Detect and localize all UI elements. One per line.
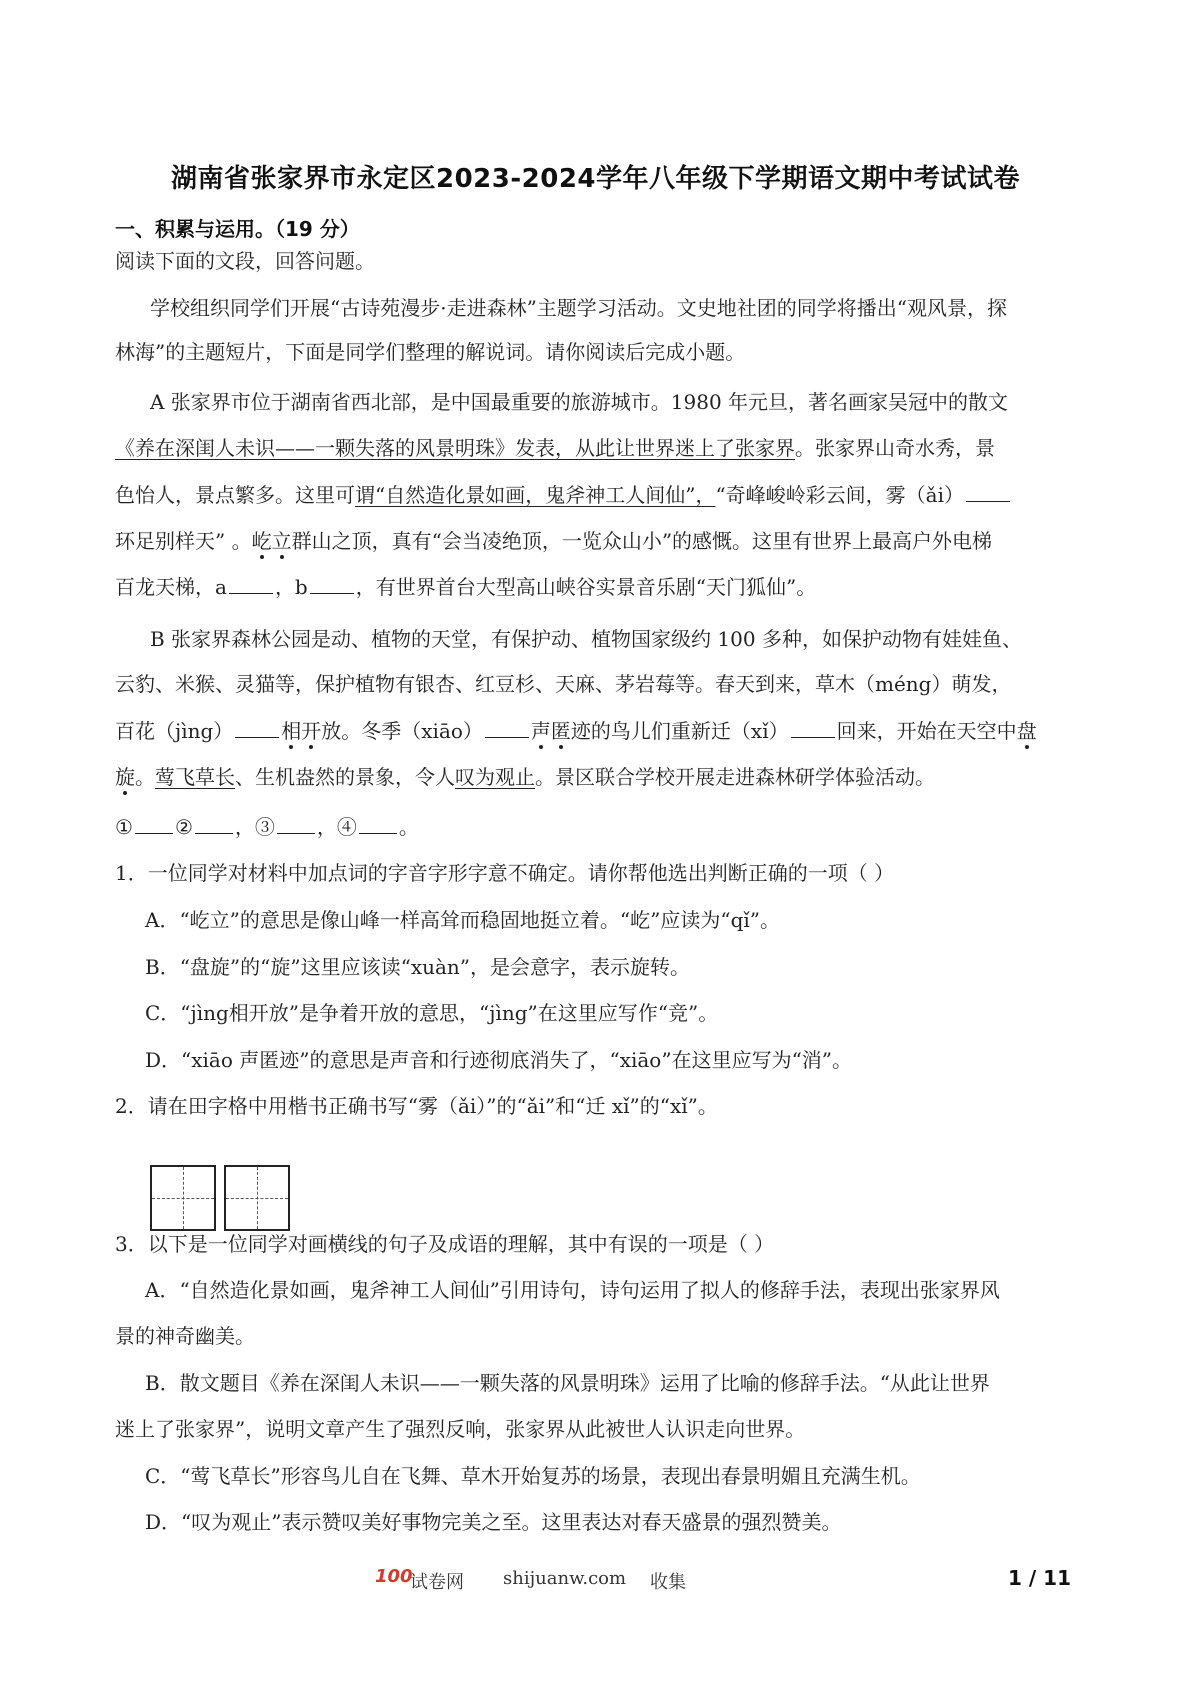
para-b-line-1: B 张家界森林公园是动、植物的天堂，有保护动、植物国家级约 100 多种，如保护动物有娃娃鱼、: [150, 627, 1022, 651]
question-3-option-a[interactable]: A．“自然造化景如画，鬼斧神工人间仙”引用诗句，诗句运用了拟人的修辞手法，表现出张家界风: [145, 1278, 1000, 1302]
question-1-option-b[interactable]: B．“盘旋”的“旋”这里应该读“xuàn”，是会意字，表示旋转。: [145, 955, 691, 979]
question-3-option-b[interactable]: B．散文题目《养在深闺人未识——一颗失落的风景明珠》运用了比喻的修辞手法。“从此让世界: [145, 1371, 990, 1395]
answer-blank-a[interactable]: [229, 573, 273, 594]
answer-blank[interactable]: [791, 717, 835, 738]
para-a-line-1: A 张家界市位于湖南省西北部，是中国最重要的旅游城市。1980 年元旦，著名画家吴冠中的散文: [150, 390, 1009, 414]
question-3-stem: 3．以下是一位同学对画横线的句子及成语的理解，其中有误的一项是（ ）: [115, 1232, 775, 1256]
para-b-line-3: 百花（jìng） 相开放。冬季（xiāo） 声匿迹的鸟儿们重新迁（xǐ） 回来，开始在天空中盘: [115, 719, 1037, 743]
dotted-char: 旋: [115, 765, 135, 789]
question-2-stem: 2．请在田字格中用楷书正确书写“雾（ǎi）”的“ǎi”和“迁 xǐ”的“xǐ”。: [115, 1094, 718, 1118]
para-a-line-3: 色怡人，景点繁多。这里可谓“自然造化景如画，鬼斧神工人间仙”，“奇峰峻岭彩云间，雾（ǎi）: [115, 480, 1012, 510]
question-3-option-a-cont: 景的神奇幽美。: [115, 1324, 255, 1348]
para-a-line-2: 《养在深闺人未识——一颗失落的风景明珠》发表，从此让世界迷上了张家界。张家界山奇水秀，景: [115, 436, 995, 460]
tianzige-grid-1[interactable]: [150, 1165, 216, 1231]
underlined-title: 《养在深闺人未识——一颗失落的风景明珠》发表，从此让世界迷上了张家界: [115, 436, 795, 460]
dotted-char: 声: [530, 719, 551, 743]
intro-line-1: 学校组织同学们开展“古诗苑漫步·走进森林”主题学习活动。文史地社团的同学将播出“观风景，探: [150, 296, 1008, 320]
question-1-option-c[interactable]: C．“jìng相开放”是争着开放的意思，“jìng”在这里应写作“竞”。: [145, 1001, 719, 1025]
dotted-char: 盘: [1016, 719, 1037, 743]
dotted-char: 匿: [550, 719, 571, 743]
tianzige-grid-2[interactable]: [224, 1165, 290, 1231]
question-3-option-d[interactable]: D．“叹为观止”表示赞叹美好事物完美之至。这里表达对春天盛景的强烈赞美。: [145, 1510, 842, 1534]
page-title: 湖南省张家界市永定区2023-2024学年八年级下学期语文期中考试试卷: [170, 164, 1021, 194]
para-b-line-2: 云豹、米猴、灵猫等，保护植物有银杏、红豆杉、天麻、茅岩莓等。春天到来，草木（méng）萌发，: [115, 672, 1012, 696]
page-number: 1 / 11: [1008, 1566, 1071, 1590]
dotted-char: 开: [301, 719, 322, 743]
numbered-blanks: ① ② ，③ ，④ 。: [115, 815, 419, 839]
answer-blank-2[interactable]: [195, 813, 233, 834]
site-logo-icon: 100: [375, 1566, 413, 1587]
question-1-option-d[interactable]: D．“xiāo 声匿迹”的意思是声音和行迹彻底消失了，“xiāo”在这里应写为“消”。: [145, 1048, 853, 1072]
answer-blank[interactable]: [235, 717, 279, 738]
footer-site-name: 试卷网: [410, 1572, 464, 1593]
dotted-char: 屹: [251, 529, 272, 553]
para-b-line-4: 旋。莺飞草长、生机盎然的景象，令人叹为观止。景区联合学校开展走进森林研学体验活动。: [115, 765, 935, 789]
dotted-char: 相: [281, 719, 302, 743]
answer-blank-4[interactable]: [359, 813, 397, 834]
section-heading: 一、积累与运用。（19 分）: [115, 217, 360, 241]
underlined-idiom: 莺飞草长: [155, 765, 235, 789]
underlined-poem: 谓“自然造化景如画，鬼斧神工人间仙”，: [355, 483, 716, 507]
answer-blank-1[interactable]: [135, 813, 173, 834]
intro-line-2: 林海”的主题短片，下面是同学们整理的解说词。请你阅读后完成小题。: [115, 340, 746, 364]
dotted-char: 立: [271, 529, 292, 553]
footer-url[interactable]: shijuanw.com: [503, 1568, 627, 1589]
question-3-option-b-cont: 迷上了张家界”，说明文章产生了强烈反响，张家界从此被世人认识走向世界。: [115, 1417, 806, 1441]
answer-blank-b[interactable]: [310, 573, 354, 594]
instruction-text: 阅读下面的文段，回答问题。: [115, 249, 375, 273]
underlined-idiom: 叹为观止: [455, 765, 535, 789]
para-a-line-4: 环足别样天” 。屹立群山之顶，真有“会当凌绝顶，一览众山小”的感慨。这里有世界上最高户外电梯: [115, 529, 993, 553]
question-1-option-a[interactable]: A．“屹立”的意思是像山峰一样高耸而稳固地挺立着。“屹”应读为“qǐ”。: [145, 908, 780, 932]
para-a-line-5: 百龙天梯，a ，b ，有世界首台大型高山峡谷实景音乐剧“天门狐仙”。: [115, 575, 817, 599]
answer-blank-3[interactable]: [277, 813, 315, 834]
question-3-option-c[interactable]: C．“莺飞草长”形容鸟儿自在飞舞、草木开始复苏的场景，表现出春景明媚且充满生机。: [145, 1464, 921, 1488]
answer-blank[interactable]: [485, 717, 529, 738]
question-1-stem: 1．一位同学对材料中加点词的字音字形字意不确定。请你帮他选出判断正确的一项（ ）: [115, 861, 895, 885]
footer-collect: 收集: [650, 1572, 686, 1593]
answer-blank[interactable]: [966, 481, 1010, 502]
